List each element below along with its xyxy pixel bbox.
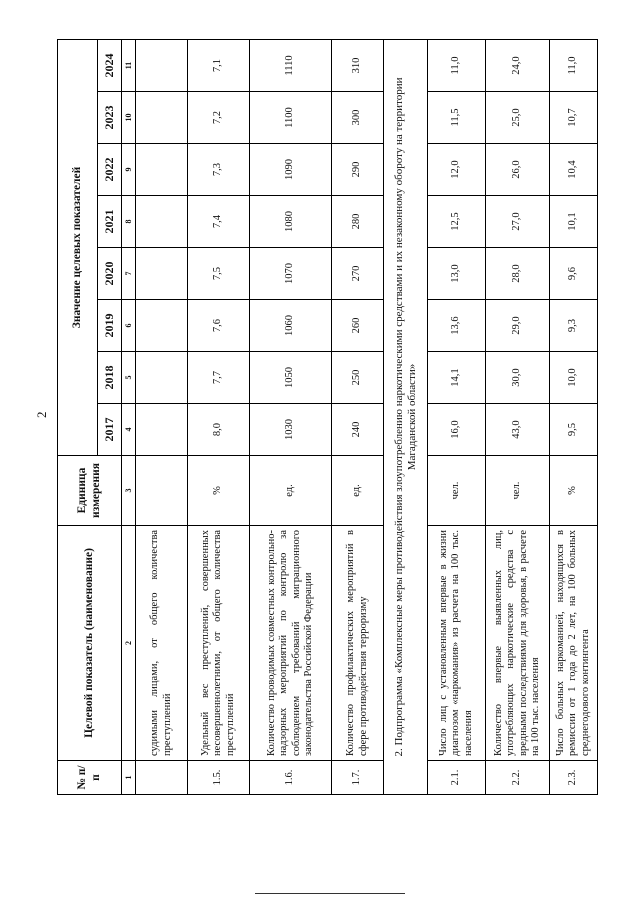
row-value-2020: 270	[332, 248, 384, 300]
row-indicator-name: Количество проводимых совместных контрольно-надзорных мероприятий по контролю за соблюдением требований миграционного законодательства Российской Федерации	[250, 526, 332, 761]
header-col-numbers-row	[122, 40, 136, 795]
row-indicator-name: судимыми лицами, от общего количества преступлений	[136, 526, 188, 761]
row-value-2024: 11,0	[428, 40, 486, 92]
header-year-2021: 2021	[98, 196, 122, 248]
rotated-table-container	[57, 40, 597, 795]
row-value-2019	[136, 300, 188, 352]
row-value-2021: 27,0	[486, 196, 550, 248]
header-unit: Единица измерения	[58, 456, 122, 526]
row-unit: %	[188, 456, 250, 526]
row-value-2017: 1030	[250, 404, 332, 456]
header-year-2024: 2024	[98, 40, 122, 92]
row-value-2017: 16,0	[428, 404, 486, 456]
row-value-2019: 260	[332, 300, 384, 352]
row-number: 2.2.	[486, 761, 550, 795]
row-indicator-name: Количество профилактических мероприятий в сфере противодействия терроризму	[332, 526, 384, 761]
row-number: 2.3.	[550, 761, 598, 795]
row-unit: чел.	[428, 456, 486, 526]
row-number: 1.5.	[188, 761, 250, 795]
col-number-3: 3	[122, 456, 136, 526]
col-number-9: 9	[122, 144, 136, 196]
row-value-2018: 30,0	[486, 352, 550, 404]
row-value-2022: 1090	[250, 144, 332, 196]
col-number-8: 8	[122, 196, 136, 248]
col-number-4: 4	[122, 404, 136, 456]
header-year-2023: 2023	[98, 92, 122, 144]
row-value-2020: 7,5	[188, 248, 250, 300]
col-number-1: 1	[122, 761, 136, 795]
row-value-2021	[136, 196, 188, 248]
row-value-2022: 290	[332, 144, 384, 196]
row-value-2017: 240	[332, 404, 384, 456]
table-row	[486, 40, 550, 795]
row-value-2024: 310	[332, 40, 384, 92]
row-value-2024: 11,0	[550, 40, 598, 92]
row-value-2020: 13,0	[428, 248, 486, 300]
row-value-2023: 300	[332, 92, 384, 144]
row-value-2020: 28,0	[486, 248, 550, 300]
row-value-2018: 1050	[250, 352, 332, 404]
row-indicator-name: Количество впервые выявленных лиц, употребляющих наркотические средства с вредными последствиями для здоровья, в расчете на 100 тыс. населения	[486, 526, 550, 761]
row-value-2020	[136, 248, 188, 300]
table-body-section1	[136, 40, 384, 795]
row-value-2020: 1070	[250, 248, 332, 300]
row-value-2018: 14,1	[428, 352, 486, 404]
row-value-2018	[136, 352, 188, 404]
row-value-2019: 29,0	[486, 300, 550, 352]
row-value-2019: 7,6	[188, 300, 250, 352]
col-number-5: 5	[122, 352, 136, 404]
header-num: № п/п	[58, 761, 122, 795]
col-number-6: 6	[122, 300, 136, 352]
header-year-2017: 2017	[98, 404, 122, 456]
row-number: 2.1.	[428, 761, 486, 795]
row-value-2021: 7,4	[188, 196, 250, 248]
col-number-10: 10	[122, 92, 136, 144]
header-year-2018: 2018	[98, 352, 122, 404]
row-value-2023: 1100	[250, 92, 332, 144]
row-value-2022	[136, 144, 188, 196]
table-body-section2	[428, 40, 598, 795]
table-row	[136, 40, 188, 795]
table-row	[550, 40, 598, 795]
table-row	[332, 40, 384, 795]
row-value-2018: 250	[332, 352, 384, 404]
row-indicator-name: Число лиц с установленным впервые в жизни диагнозом «наркомания» из расчета на 100 тыс. населения	[428, 526, 486, 761]
row-value-2023: 11,5	[428, 92, 486, 144]
row-value-2021: 10,1	[550, 196, 598, 248]
row-value-2019: 13,6	[428, 300, 486, 352]
header-year-2022: 2022	[98, 144, 122, 196]
row-value-2017: 8,0	[188, 404, 250, 456]
table-row	[250, 40, 332, 795]
row-value-2024	[136, 40, 188, 92]
row-value-2024: 1110	[250, 40, 332, 92]
header-year-2019: 2019	[98, 300, 122, 352]
row-value-2024: 24,0	[486, 40, 550, 92]
row-value-2024: 7,1	[188, 40, 250, 92]
row-value-2021: 280	[332, 196, 384, 248]
row-value-2018: 10,0	[550, 352, 598, 404]
row-value-2017: 43,0	[486, 404, 550, 456]
row-unit	[136, 456, 188, 526]
row-value-2019: 1060	[250, 300, 332, 352]
table-row	[188, 40, 250, 795]
row-value-2017: 9,5	[550, 404, 598, 456]
col-number-2: 2	[122, 526, 136, 761]
bottom-rule	[255, 893, 405, 894]
page-number: 2	[34, 411, 49, 418]
row-indicator-name: Удельный вес преступлений, совершенных несовершеннолетними, от общего количества преступлений	[188, 526, 250, 761]
row-value-2021: 12,5	[428, 196, 486, 248]
row-value-2023: 25,0	[486, 92, 550, 144]
row-value-2022: 7,3	[188, 144, 250, 196]
row-value-2018: 7,7	[188, 352, 250, 404]
row-indicator-name: Число больных наркоманией, находящихся в ремиссии от 1 года до 2 лет, на 100 больных среднегодового контингента	[550, 526, 598, 761]
row-value-2022: 10,4	[550, 144, 598, 196]
row-value-2023: 7,2	[188, 92, 250, 144]
row-value-2021: 1080	[250, 196, 332, 248]
section-2-title: 2. Подпрограмма «Комплексные меры противодействия злоупотреблению наркотическими средствами и их незаконному обороту на территории Магаданской области»	[384, 40, 428, 795]
row-value-2017	[136, 404, 188, 456]
row-value-2023: 10,7	[550, 92, 598, 144]
header-name: Целевой показатель (наименование)	[58, 526, 122, 761]
col-number-11: 11	[122, 40, 136, 92]
row-value-2022: 26,0	[486, 144, 550, 196]
header-year-2020: 2020	[98, 248, 122, 300]
row-unit: ед.	[250, 456, 332, 526]
row-unit: ед.	[332, 456, 384, 526]
row-unit: %	[550, 456, 598, 526]
row-number: 1.7.	[332, 761, 384, 795]
indicators-table	[57, 39, 598, 795]
header-values-group: Значение целевых показателей	[58, 40, 98, 456]
row-value-2022: 12,0	[428, 144, 486, 196]
row-number: 1.6.	[250, 761, 332, 795]
row-number	[136, 761, 188, 795]
row-value-2019: 9,3	[550, 300, 598, 352]
row-unit: чел.	[486, 456, 550, 526]
row-value-2020: 9,6	[550, 248, 598, 300]
table-row	[428, 40, 486, 795]
col-number-7: 7	[122, 248, 136, 300]
row-value-2023	[136, 92, 188, 144]
